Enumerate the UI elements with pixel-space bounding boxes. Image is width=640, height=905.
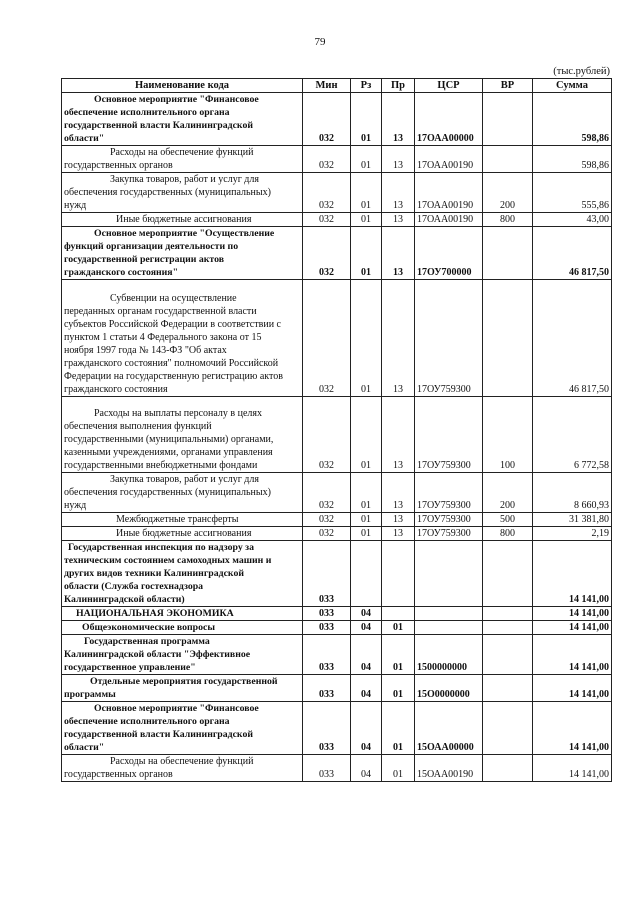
- row-name: [62, 513, 303, 527]
- row-vr: [483, 621, 533, 635]
- row-sum: 14 141,00: [533, 635, 612, 675]
- row-sum: 8 660,93: [533, 473, 612, 513]
- row-min: 033: [303, 755, 351, 782]
- page-number: 79: [314, 36, 326, 48]
- row-name-line: Основное мероприятие "Осуществление: [94, 228, 275, 239]
- row-name-line: субъектов Российской Федерации в соответствии с: [64, 319, 281, 330]
- row-name-line: гражданского состояния: [64, 384, 168, 395]
- units-label: (тыс.рублей): [553, 66, 610, 77]
- row-name-line: Иные бюджетные ассигнования: [116, 214, 252, 225]
- row-csr: 17ОАА00000: [415, 93, 483, 146]
- row-pr: 13: [382, 397, 415, 473]
- row-sum: 2,19: [533, 527, 612, 541]
- row-pr: 13: [382, 146, 415, 173]
- row-vr: [483, 280, 533, 397]
- row-name-line: обеспечение исполнительного органа: [64, 107, 230, 118]
- row-pr: 01: [382, 702, 415, 755]
- row-name: [62, 213, 303, 227]
- table-header-row: [62, 79, 612, 93]
- row-sum: 555,86: [533, 173, 612, 213]
- row-rz: 01: [351, 513, 382, 527]
- row-name-line: области (Служба гостехнадзора: [64, 581, 204, 592]
- row-name: [62, 621, 303, 635]
- row-vr: [483, 755, 533, 782]
- row-name-line: государственной власти Калининградской: [64, 120, 253, 131]
- row-vr: [483, 93, 533, 146]
- row-sum: 14 141,00: [533, 621, 612, 635]
- row-csr: 1500000000: [415, 635, 483, 675]
- table-row: [62, 280, 612, 397]
- row-name: [62, 173, 303, 213]
- table-row: [62, 702, 612, 755]
- row-name-line: обеспечение исполнительного органа: [64, 716, 230, 727]
- table-row: [62, 755, 612, 782]
- row-rz: 04: [351, 702, 382, 755]
- row-min: 032: [303, 93, 351, 146]
- row-name-line: Государственная инспекция по надзору за: [68, 542, 255, 553]
- row-min: 033: [303, 675, 351, 702]
- row-sum: 598,86: [533, 93, 612, 146]
- row-pr: 13: [382, 173, 415, 213]
- row-csr: 17ОУ759300: [415, 513, 483, 527]
- row-vr: 200: [483, 473, 533, 513]
- table-row: [62, 527, 612, 541]
- table-row: [62, 93, 612, 146]
- row-min: 032: [303, 397, 351, 473]
- table-row: [62, 213, 612, 227]
- table-row: [62, 675, 612, 702]
- row-sum: 598,86: [533, 146, 612, 173]
- row-name-line: гражданского состояния": [64, 267, 179, 278]
- row-sum: 14 141,00: [533, 541, 612, 607]
- row-name: [62, 473, 303, 513]
- row-pr: [382, 607, 415, 621]
- table-row: [62, 173, 612, 213]
- row-name-line: других видов техники Калининградской: [64, 568, 244, 579]
- row-name-line: казенными учреждениями, органами управления: [64, 447, 273, 458]
- row-csr: 17ОАА00190: [415, 146, 483, 173]
- row-name-line: обеспечения государственных (муниципальных): [64, 187, 271, 198]
- row-pr: 13: [382, 473, 415, 513]
- row-csr: 17ОУ700000: [415, 227, 483, 280]
- row-name: [62, 541, 303, 607]
- row-name-line: Основное мероприятие "Финансовое: [94, 703, 259, 714]
- row-name-line: Основное мероприятие "Финансовое: [94, 94, 259, 105]
- row-pr: 01: [382, 621, 415, 635]
- row-name-line: обеспечения государственных (муниципальных): [64, 487, 271, 498]
- row-name-line: Субвенции на осуществление: [110, 293, 237, 304]
- table-row: [62, 513, 612, 527]
- row-rz: 01: [351, 146, 382, 173]
- row-csr: 17ОАА00190: [415, 173, 483, 213]
- row-min: 032: [303, 173, 351, 213]
- row-name-line: обеспечения выполнения функций: [64, 421, 212, 432]
- row-vr: [483, 702, 533, 755]
- table-row: [62, 397, 612, 473]
- row-rz: 01: [351, 280, 382, 397]
- row-name-line: Отдельные мероприятия государственной: [90, 676, 278, 687]
- row-sum: 14 141,00: [533, 675, 612, 702]
- row-name-line: государственной регистрации актов: [64, 254, 225, 265]
- row-name-line: нужд: [64, 200, 87, 211]
- row-min: 033: [303, 607, 351, 621]
- row-min: 033: [303, 541, 351, 607]
- row-csr: [415, 541, 483, 607]
- row-name-line: переданных органам государственной власти: [64, 306, 257, 317]
- row-sum: 6 772,58: [533, 397, 612, 473]
- table-row: [62, 473, 612, 513]
- row-csr: 17ОУ759300: [415, 473, 483, 513]
- row-name: [62, 397, 303, 473]
- budget-table: [61, 78, 612, 782]
- row-vr: [483, 541, 533, 607]
- row-vr: 200: [483, 173, 533, 213]
- row-name: [62, 527, 303, 541]
- row-vr: [483, 675, 533, 702]
- row-name-line: Расходы на выплаты персоналу в целях: [94, 408, 262, 419]
- header-csr: ЦСР: [415, 79, 483, 93]
- row-rz: 01: [351, 397, 382, 473]
- row-name-line: государственными (муниципальными) органами,: [64, 434, 274, 445]
- row-name-line: государственное управление": [64, 662, 196, 673]
- row-name-line: Расходы на обеспечение функций: [110, 756, 254, 767]
- row-csr: 17ОАА00190: [415, 213, 483, 227]
- row-name: [62, 280, 303, 397]
- row-name-line: функций организации деятельности по: [64, 241, 239, 252]
- row-vr: [483, 635, 533, 675]
- row-name-line: Калининградской области "Эффективное: [64, 649, 251, 660]
- row-vr: 100: [483, 397, 533, 473]
- row-pr: 13: [382, 213, 415, 227]
- row-pr: 01: [382, 635, 415, 675]
- row-rz: 01: [351, 227, 382, 280]
- row-vr: [483, 607, 533, 621]
- row-rz: 01: [351, 213, 382, 227]
- table-row: [62, 635, 612, 675]
- row-name-line: ноября 1997 года № 143-ФЗ "Об актах: [64, 345, 227, 356]
- row-name: [62, 635, 303, 675]
- row-name-line: Государственная программа: [84, 636, 210, 647]
- row-sum: 46 817,50: [533, 280, 612, 397]
- row-vr: [483, 146, 533, 173]
- row-name-line: Иные бюджетные ассигнования: [116, 528, 252, 539]
- row-name-line: области": [64, 133, 105, 144]
- header-rz: Рз: [351, 79, 382, 93]
- row-csr: 17ОУ759300: [415, 280, 483, 397]
- row-name: [62, 675, 303, 702]
- header-name: Наименование кода: [62, 79, 303, 93]
- row-vr: [483, 227, 533, 280]
- row-csr: [415, 621, 483, 635]
- header-min: Мин: [303, 79, 351, 93]
- row-name-line: Закупка товаров, работ и услуг для: [110, 474, 259, 485]
- row-rz: 04: [351, 621, 382, 635]
- row-csr: 15О0000000: [415, 675, 483, 702]
- row-name: [62, 227, 303, 280]
- row-name-line: гражданского состояния" полномочий Российской: [64, 358, 279, 369]
- header-vr: ВР: [483, 79, 533, 93]
- row-name-line: Расходы на обеспечение функций: [110, 147, 254, 158]
- table-row: [62, 621, 612, 635]
- row-csr: 17ОУ759300: [415, 397, 483, 473]
- row-name-line: государственными внебюджетными фондами: [64, 460, 258, 471]
- row-pr: 13: [382, 527, 415, 541]
- row-csr: [415, 607, 483, 621]
- row-rz: 04: [351, 755, 382, 782]
- row-csr: 15ОАА00190: [415, 755, 483, 782]
- row-rz: 01: [351, 173, 382, 213]
- row-name-line: НАЦИОНАЛЬНАЯ ЭКОНОМИКА: [76, 608, 234, 619]
- row-name: [62, 702, 303, 755]
- row-name-line: Межбюджетные трансферты: [116, 514, 239, 525]
- row-name: [62, 93, 303, 146]
- row-name: [62, 146, 303, 173]
- header-sum: Сумма: [533, 79, 612, 93]
- row-sum: 14 141,00: [533, 755, 612, 782]
- row-name-line: государственных органов: [64, 160, 173, 171]
- row-name-line: Закупка товаров, работ и услуг для: [110, 174, 259, 185]
- row-pr: 01: [382, 755, 415, 782]
- row-rz: [351, 541, 382, 607]
- row-rz: 01: [351, 527, 382, 541]
- row-min: 032: [303, 473, 351, 513]
- row-name-line: государственной власти Калининградской: [64, 729, 253, 740]
- row-min: 033: [303, 621, 351, 635]
- row-min: 033: [303, 635, 351, 675]
- row-rz: 01: [351, 473, 382, 513]
- row-vr: 800: [483, 213, 533, 227]
- row-pr: [382, 541, 415, 607]
- row-pr: 01: [382, 675, 415, 702]
- row-sum: 43,00: [533, 213, 612, 227]
- row-csr: 17ОУ759300: [415, 527, 483, 541]
- row-csr: 15ОАА00000: [415, 702, 483, 755]
- row-pr: 13: [382, 280, 415, 397]
- row-sum: 14 141,00: [533, 607, 612, 621]
- row-rz: 04: [351, 635, 382, 675]
- row-min: 032: [303, 280, 351, 397]
- row-min: 032: [303, 213, 351, 227]
- row-name-line: области": [64, 742, 105, 753]
- row-pr: 13: [382, 227, 415, 280]
- table-row: [62, 541, 612, 607]
- header-pr: Пр: [382, 79, 415, 93]
- row-name-line: программы: [64, 689, 116, 700]
- row-name-line: Общеэкономические вопросы: [82, 622, 215, 633]
- row-min: 033: [303, 702, 351, 755]
- row-rz: 01: [351, 93, 382, 146]
- row-min: 032: [303, 513, 351, 527]
- row-name: [62, 607, 303, 621]
- table-row: [62, 146, 612, 173]
- row-name-line: нужд: [64, 500, 87, 511]
- table-row: [62, 227, 612, 280]
- row-name: [62, 755, 303, 782]
- row-rz: 04: [351, 675, 382, 702]
- row-name-line: пунктом 1 статьи 4 Федерального закона от 15: [64, 332, 262, 343]
- row-min: 032: [303, 146, 351, 173]
- row-sum: 31 381,80: [533, 513, 612, 527]
- row-min: 032: [303, 527, 351, 541]
- row-vr: 800: [483, 527, 533, 541]
- row-sum: 14 141,00: [533, 702, 612, 755]
- row-min: 032: [303, 227, 351, 280]
- row-sum: 46 817,50: [533, 227, 612, 280]
- row-name-line: Федерации на государственную регистрацию актов: [64, 371, 283, 382]
- row-pr: 13: [382, 513, 415, 527]
- row-name-line: техническим состоянием самоходных машин и: [64, 555, 272, 566]
- row-vr: 500: [483, 513, 533, 527]
- row-name-line: Калининградской области): [64, 594, 185, 605]
- table-row: [62, 607, 612, 621]
- row-name-line: государственных органов: [64, 769, 173, 780]
- row-pr: 13: [382, 93, 415, 146]
- row-rz: 04: [351, 607, 382, 621]
